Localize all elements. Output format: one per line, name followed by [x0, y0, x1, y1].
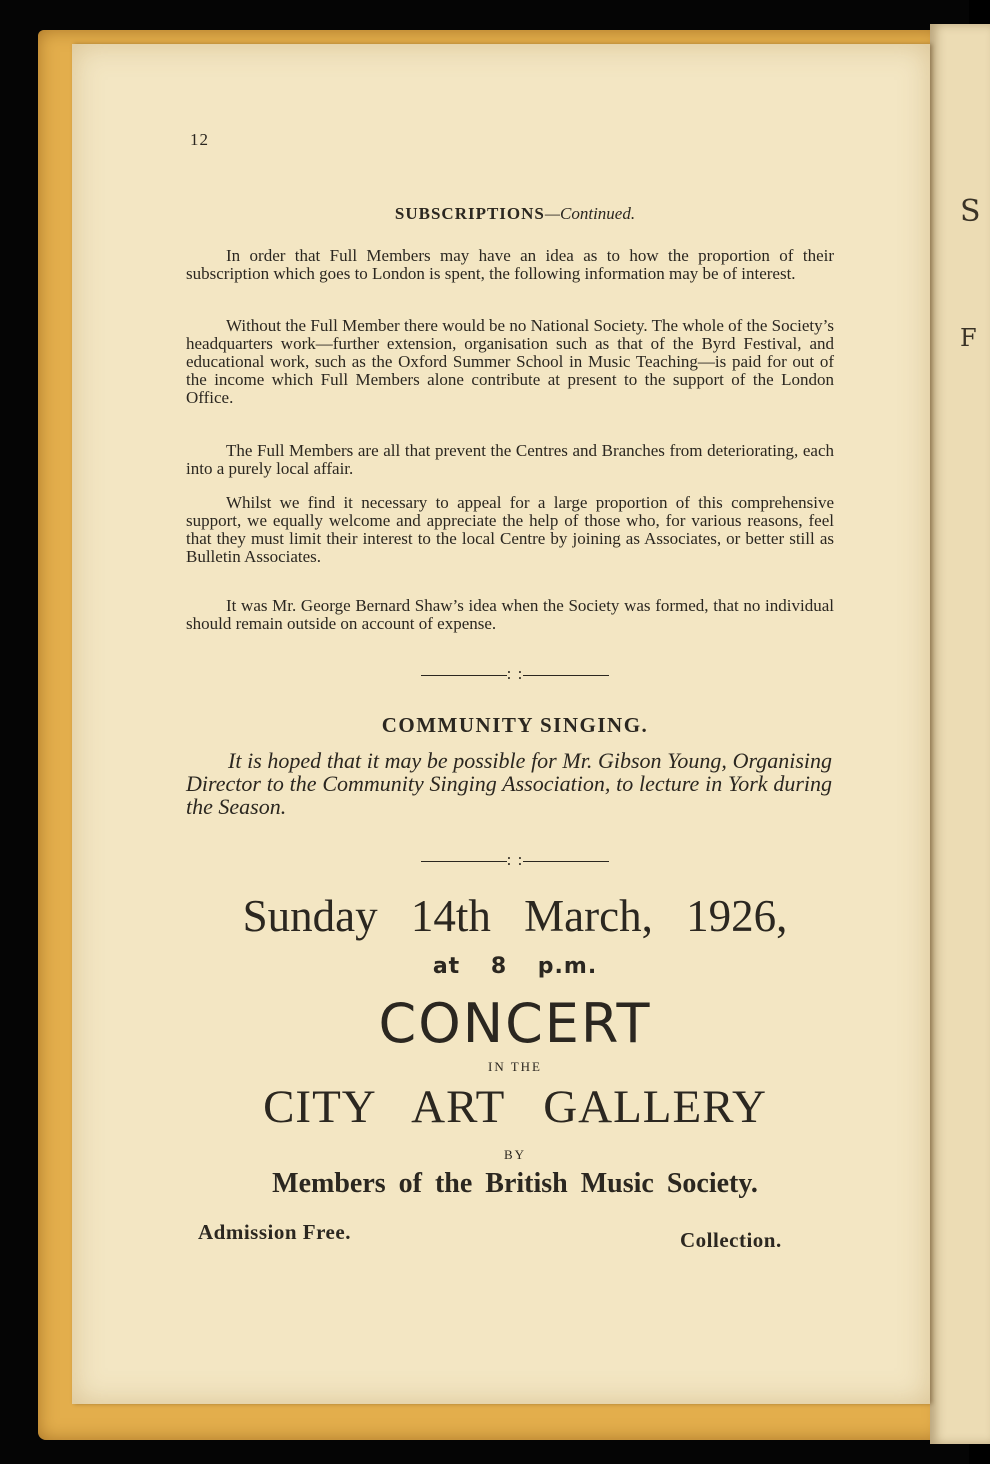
divider-rule [523, 675, 609, 676]
divider-mark: : : [506, 664, 524, 683]
facing-page-fragment: F [960, 324, 977, 352]
concert-performers: Members of the British Music Society. [272, 1168, 758, 1199]
concert-by: BY [503, 1147, 527, 1162]
subscriptions-paragraph: Without the Full Member there would be no National Society. The whole of the Society’s headquarters work—further extension, organisation such as that of the Byrd Festival, and educational work, such as the Oxford Summer School in Music Teaching—is paid for out of the income which Full Members alone contribute at present to the support of the London Office. [186, 316, 834, 407]
subscriptions-paragraph: In order that Full Members may have an idea as to how the proportion of their subscription which goes to London is spent, the following information may be of interest. [186, 246, 834, 283]
subscriptions-heading [72, 204, 958, 224]
facing-page-fragment: S [960, 194, 981, 229]
section-divider [72, 664, 958, 684]
community-singing-heading: COMMUNITY SINGING. [381, 713, 649, 737]
section-divider [72, 850, 958, 870]
concert-time: at 8 p.m. [432, 954, 598, 979]
divider-mark: : : [506, 850, 524, 869]
divider-rule [421, 675, 507, 676]
subscriptions-heading-title: SUBSCRIPTIONS [394, 204, 545, 223]
divider-rule [523, 861, 609, 862]
subscriptions-heading-continued: —Continued. [544, 204, 636, 223]
concert-venue: CITY ART GALLERY [263, 1081, 767, 1133]
divider-rule [421, 861, 507, 862]
community-singing-text: It is hoped that it may be possible for Mr. Gibson Young, Organising Director to the Community Singing Association, to lecture in York during the Season. [186, 748, 832, 819]
booklet-page [72, 44, 930, 1404]
subscriptions-paragraph: Whilst we find it necessary to appeal for a large proportion of this comprehensive support, we equally welcome and appreciate the help of those who, for various reasons, feel that they must limit their interest to the local Centre by joining as Associates, or better still as Bulletin Associates. [186, 493, 834, 566]
admission-note: Admission Free. [198, 1220, 351, 1244]
subscriptions-paragraph: The Full Members are all that prevent the Centres and Branches from deteriorating, each into a purely local affair. [186, 441, 834, 478]
collection-note: Collection. [680, 1228, 782, 1252]
page-number: 12 [190, 130, 209, 149]
subscriptions-paragraph: It was Mr. George Bernard Shaw’s idea when the Society was formed, that no individual should remain outside on account of expense. [186, 596, 834, 633]
concert-date: Sunday 14th March, 1926, [242, 891, 788, 941]
concert-title: CONCERT [378, 992, 652, 1055]
concert-in-the: IN THE [487, 1059, 542, 1074]
